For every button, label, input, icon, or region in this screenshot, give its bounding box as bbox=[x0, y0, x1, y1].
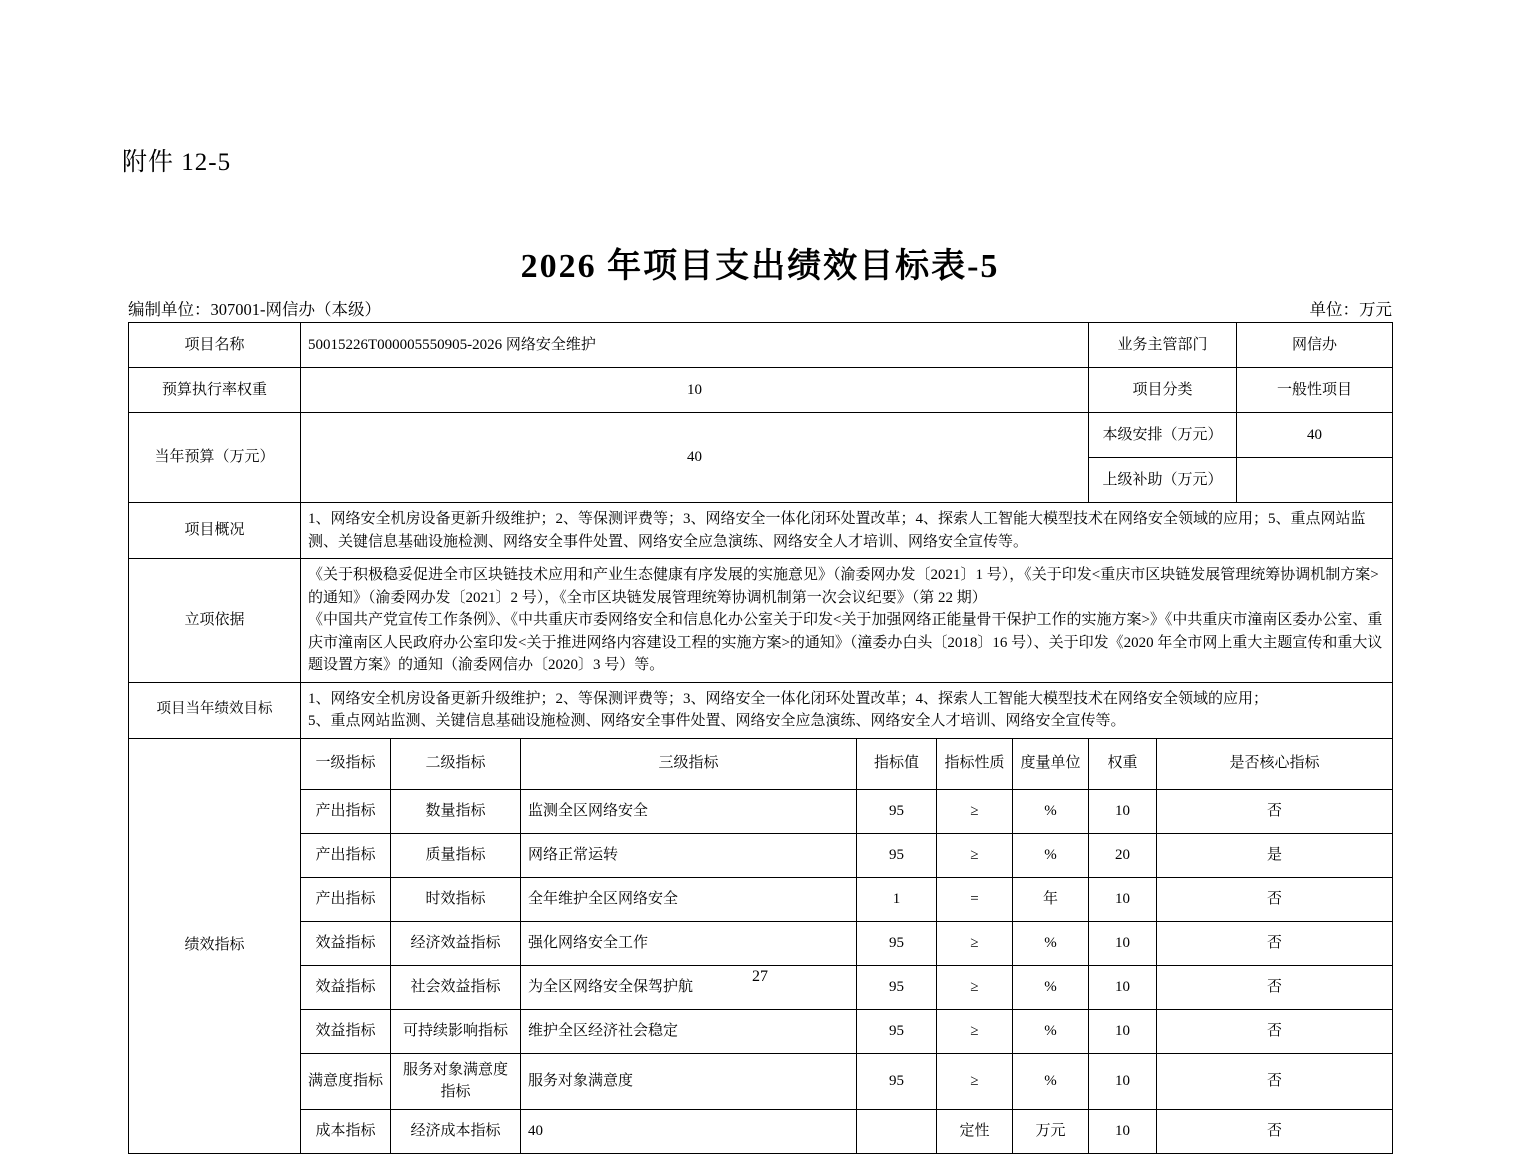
table-row bbox=[129, 413, 1393, 458]
indicator-header-weight: 权重 bbox=[1089, 738, 1157, 789]
indicator-weight: 10 bbox=[1089, 1109, 1157, 1153]
indicator-unit: % bbox=[1013, 1009, 1089, 1053]
indicator-weight: 10 bbox=[1089, 789, 1157, 833]
indicator-header-row bbox=[129, 738, 1393, 789]
table-row bbox=[129, 323, 1393, 368]
indicator-nature: ≥ bbox=[937, 921, 1013, 965]
project-category-label: 项目分类 bbox=[1089, 368, 1237, 413]
compiling-unit: 编制单位：307001-网信办（本级） bbox=[128, 300, 381, 319]
table-row bbox=[129, 833, 1393, 877]
indicator-unit: 年 bbox=[1013, 877, 1089, 921]
indicator-level3: 为全区网络安全保驾护航 bbox=[521, 965, 857, 1009]
indicator-weight: 10 bbox=[1089, 1053, 1157, 1109]
unit-note: 单位：万元 bbox=[1309, 300, 1392, 319]
indicator-weight: 10 bbox=[1089, 921, 1157, 965]
indicator-header-level3: 三级指标 bbox=[521, 738, 857, 789]
table-row bbox=[129, 877, 1393, 921]
current-year-budget-value: 40 bbox=[301, 413, 1089, 503]
indicator-value: 95 bbox=[857, 1053, 937, 1109]
table-row bbox=[129, 368, 1393, 413]
table-row bbox=[129, 1053, 1393, 1109]
annual-performance-goal-value bbox=[301, 682, 1393, 738]
indicator-level1: 满意度指标 bbox=[301, 1053, 391, 1109]
approval-basis-label: 立项依据 bbox=[129, 559, 301, 683]
indicator-header-nature: 指标性质 bbox=[937, 738, 1013, 789]
indicator-unit: % bbox=[1013, 1053, 1089, 1109]
project-category-value: 一般性项目 bbox=[1237, 368, 1393, 413]
indicator-level1: 效益指标 bbox=[301, 921, 391, 965]
page-number: 27 bbox=[752, 968, 768, 985]
table-row bbox=[129, 559, 1393, 683]
indicator-weight: 10 bbox=[1089, 1009, 1157, 1053]
table-row bbox=[129, 789, 1393, 833]
indicator-nature: ≥ bbox=[937, 965, 1013, 1009]
indicator-level2: 可持续影响指标 bbox=[391, 1009, 521, 1053]
local-arrangement-label: 本级安排（万元） bbox=[1089, 413, 1237, 458]
current-year-budget-label: 当年预算（万元） bbox=[129, 413, 301, 503]
indicator-value bbox=[857, 1109, 937, 1153]
performance-goal-table bbox=[128, 322, 1393, 1154]
indicator-level3: 40 bbox=[521, 1109, 857, 1153]
indicator-header-level1: 一级指标 bbox=[301, 738, 391, 789]
indicator-level3: 强化网络安全工作 bbox=[521, 921, 857, 965]
indicator-unit: % bbox=[1013, 789, 1089, 833]
indicator-header-core: 是否核心指标 bbox=[1157, 738, 1393, 789]
indicator-unit: % bbox=[1013, 965, 1089, 1009]
indicator-level2: 经济成本指标 bbox=[391, 1109, 521, 1153]
indicator-level1: 成本指标 bbox=[301, 1109, 391, 1153]
indicator-nature: 定性 bbox=[937, 1109, 1013, 1153]
indicator-header-level2: 二级指标 bbox=[391, 738, 521, 789]
indicator-level2: 时效指标 bbox=[391, 877, 521, 921]
indicator-level2: 社会效益指标 bbox=[391, 965, 521, 1009]
indicator-nature: ≥ bbox=[937, 1053, 1013, 1109]
approval-basis-value bbox=[301, 559, 1393, 683]
indicator-level3: 维护全区经济社会稳定 bbox=[521, 1009, 857, 1053]
indicator-level1: 产出指标 bbox=[301, 877, 391, 921]
meta-row bbox=[128, 296, 1392, 320]
local-arrangement-value: 40 bbox=[1237, 413, 1393, 458]
annual-performance-goal-label: 项目当年绩效目标 bbox=[129, 682, 301, 738]
indicator-core: 否 bbox=[1157, 921, 1393, 965]
project-name-value: 50015226T000005550905-2026 网络安全维护 bbox=[301, 323, 1089, 368]
approval-basis-paragraph-2: 《中国共产党宣传工作条例》、《中共重庆市委网络安全和信息化办公室关于印发<关于加强网络正能量骨干保护工作的实施方案>》《中共重庆市潼南区委办公室、重庆市潼南区人民政府办公室印发<关于推进网络内容建设工程的实施方案>的通知》（潼委办白头〔2018〕16 号）、关于印发《2020 年全市网上重大主题宣传和重大议题设置方案》的通知（渝委网信办〔2020〕3 号）等。 bbox=[308, 612, 1383, 673]
indicator-level2: 服务对象满意度指标 bbox=[391, 1053, 521, 1109]
approval-basis-paragraph-1: 《关于积极稳妥促进全市区块链技术应用和产业生态健康有序发展的实施意见》（渝委网办发〔2021〕1 号），《关于印发<重庆市区块链发展管理统筹协调机制方案>的通知》（渝委网办发〔2021〕2 号），《全市区块链发展管理统筹协调机制第一次会议纪要》（第 22 期） bbox=[308, 567, 1379, 606]
indicator-level3: 全年维护全区网络安全 bbox=[521, 877, 857, 921]
upper-subsidy-label: 上级补助（万元） bbox=[1089, 458, 1237, 503]
budget-exec-weight-value: 10 bbox=[301, 368, 1089, 413]
indicator-nature: ≥ bbox=[937, 1009, 1013, 1053]
indicator-unit: 万元 bbox=[1013, 1109, 1089, 1153]
indicator-level1: 效益指标 bbox=[301, 965, 391, 1009]
project-overview-label: 项目概况 bbox=[129, 503, 301, 559]
indicator-level3: 服务对象满意度 bbox=[521, 1053, 857, 1109]
department-label: 业务主管部门 bbox=[1089, 323, 1237, 368]
annual-performance-goal-line-1: 1、网络安全机房设备更新升级维护；2、等保测评费等；3、网络安全一体化闭环处置改革；4、探索人工智能大模型技术在网络安全领域的应用； bbox=[308, 690, 1269, 707]
indicator-level3: 监测全区网络安全 bbox=[521, 789, 857, 833]
indicator-core: 否 bbox=[1157, 965, 1393, 1009]
attachment-label: 附件 12-5 bbox=[122, 149, 232, 176]
indicator-value: 95 bbox=[857, 921, 937, 965]
indicator-nature: = bbox=[937, 877, 1013, 921]
table-row bbox=[129, 1109, 1393, 1153]
indicator-unit: % bbox=[1013, 833, 1089, 877]
indicator-core: 否 bbox=[1157, 877, 1393, 921]
indicator-level2: 数量指标 bbox=[391, 789, 521, 833]
page-title: 2026 年项目支出绩效目标表-5 bbox=[520, 248, 1000, 285]
indicator-weight: 20 bbox=[1089, 833, 1157, 877]
indicator-level2: 经济效益指标 bbox=[391, 921, 521, 965]
table-row bbox=[129, 921, 1393, 965]
indicator-level1: 产出指标 bbox=[301, 833, 391, 877]
indicator-core: 是 bbox=[1157, 833, 1393, 877]
indicator-core: 否 bbox=[1157, 1009, 1393, 1053]
indicator-value: 95 bbox=[857, 789, 937, 833]
table-row bbox=[129, 1009, 1393, 1053]
table-row bbox=[129, 503, 1393, 559]
project-overview-value: 1、网络安全机房设备更新升级维护；2、等保测评费等；3、网络安全一体化闭环处置改革；4、探索人工智能大模型技术在网络安全领域的应用；5、重点网站监测、关键信息基础设施检测、网络安全事件处置、网络安全应急演练、网络安全人才培训、网络安全宣传等。 bbox=[301, 503, 1393, 559]
indicator-core: 否 bbox=[1157, 789, 1393, 833]
annual-performance-goal-line-2: 5、重点网站监测、关键信息基础设施检测、网络安全事件处置、网络安全应急演练、网络安全人才培训、网络安全宣传等。 bbox=[308, 713, 1126, 729]
indicator-nature: ≥ bbox=[937, 833, 1013, 877]
indicator-unit: % bbox=[1013, 921, 1089, 965]
department-value: 网信办 bbox=[1237, 323, 1393, 368]
performance-indicators-label: 绩效指标 bbox=[129, 738, 301, 1153]
indicator-value: 1 bbox=[857, 877, 937, 921]
indicator-level1: 产出指标 bbox=[301, 789, 391, 833]
indicator-level3: 网络正常运转 bbox=[521, 833, 857, 877]
indicator-value: 95 bbox=[857, 965, 937, 1009]
indicator-level1: 效益指标 bbox=[301, 1009, 391, 1053]
indicator-weight: 10 bbox=[1089, 877, 1157, 921]
indicator-level2: 质量指标 bbox=[391, 833, 521, 877]
indicator-nature: ≥ bbox=[937, 789, 1013, 833]
indicator-core: 否 bbox=[1157, 1053, 1393, 1109]
table-row bbox=[129, 682, 1393, 738]
indicator-header-unit: 度量单位 bbox=[1013, 738, 1089, 789]
project-name-label: 项目名称 bbox=[129, 323, 301, 368]
upper-subsidy-value bbox=[1237, 458, 1393, 503]
indicator-weight: 10 bbox=[1089, 965, 1157, 1009]
indicator-core: 否 bbox=[1157, 1109, 1393, 1153]
indicator-header-value: 指标值 bbox=[857, 738, 937, 789]
indicator-value: 95 bbox=[857, 833, 937, 877]
indicator-value: 95 bbox=[857, 1009, 937, 1053]
budget-exec-weight-label: 预算执行率权重 bbox=[129, 368, 301, 413]
